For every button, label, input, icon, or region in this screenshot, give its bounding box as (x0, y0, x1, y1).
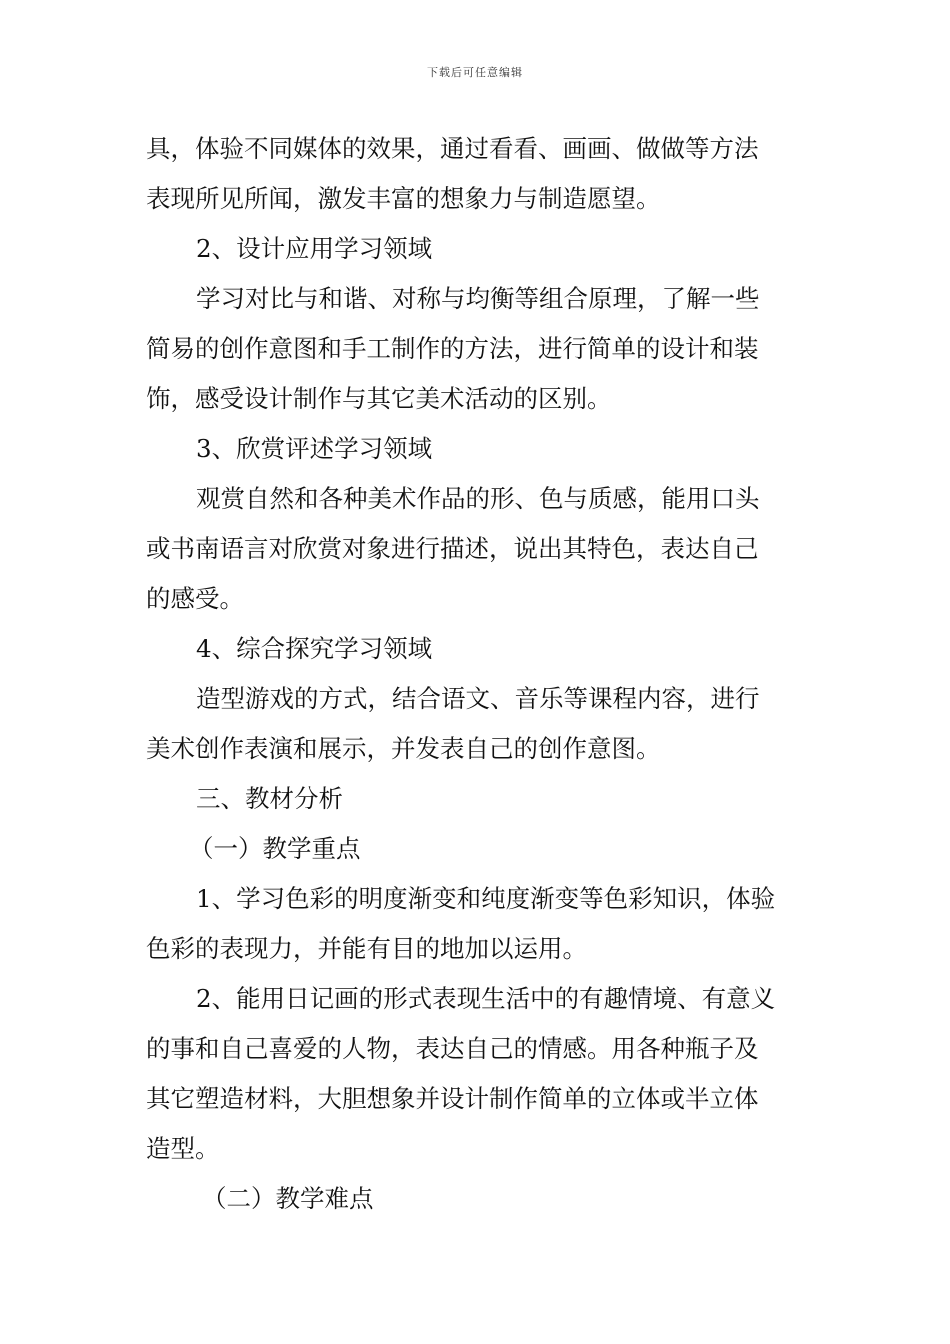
page-header: 下载后可任意编辑 (427, 66, 523, 79)
text-line: 造型。 (146, 1134, 220, 1163)
document-body (146, 124, 808, 1224)
text-line: 2、设计应用学习领域 (196, 234, 433, 263)
text-line: 的感受。 (146, 584, 244, 613)
text-line: （二）教学难点 (202, 1184, 374, 1213)
text-line: 其它塑造材料，大胆想象并设计制作简单的立体或半立体 (146, 1084, 759, 1113)
text-line: 3、欣赏评述学习领域 (196, 434, 433, 463)
text-line: 的事和自己喜爱的人物，表达自己的情感。用各种瓶子及 (146, 1034, 759, 1063)
text-line: 具，体验不同媒体的效果，通过看看、画画、做做等方法 (146, 134, 759, 163)
text-line: 简易的创作意图和手工制作的方法，进行简单的设计和装 (146, 334, 759, 363)
text-line: 4、综合探究学习领域 (196, 634, 433, 663)
text-line: 2、能用日记画的形式表现生活中的有趣情境、有意义 (196, 984, 776, 1013)
text-line: 表现所见所闻，激发丰富的想象力与制造愿望。 (146, 184, 661, 213)
text-line: 观赏自然和各种美术作品的形、色与质感，能用口头 (196, 484, 760, 513)
text-line: 饰，感受设计制作与其它美术活动的区别。 (146, 384, 612, 413)
text-line: 三、教材分析 (196, 784, 343, 813)
text-line: 美术创作表演和展示，并发表自己的创作意图。 (146, 734, 661, 763)
text-line: 色彩的表现力，并能有目的地加以运用。 (146, 934, 587, 963)
text-line: 造型游戏的方式，结合语文、音乐等课程内容，进行 (196, 684, 760, 713)
text-line: （一）教学重点 (189, 834, 361, 863)
text-line: 学习对比与和谐、对称与均衡等组合原理，了解一些 (196, 284, 760, 313)
text-line: 1、学习色彩的明度渐变和纯度渐变等色彩知识，体验 (196, 884, 776, 913)
text-line: 或书南语言对欣赏对象进行描述，说出其特色，表达自己 (146, 534, 759, 563)
